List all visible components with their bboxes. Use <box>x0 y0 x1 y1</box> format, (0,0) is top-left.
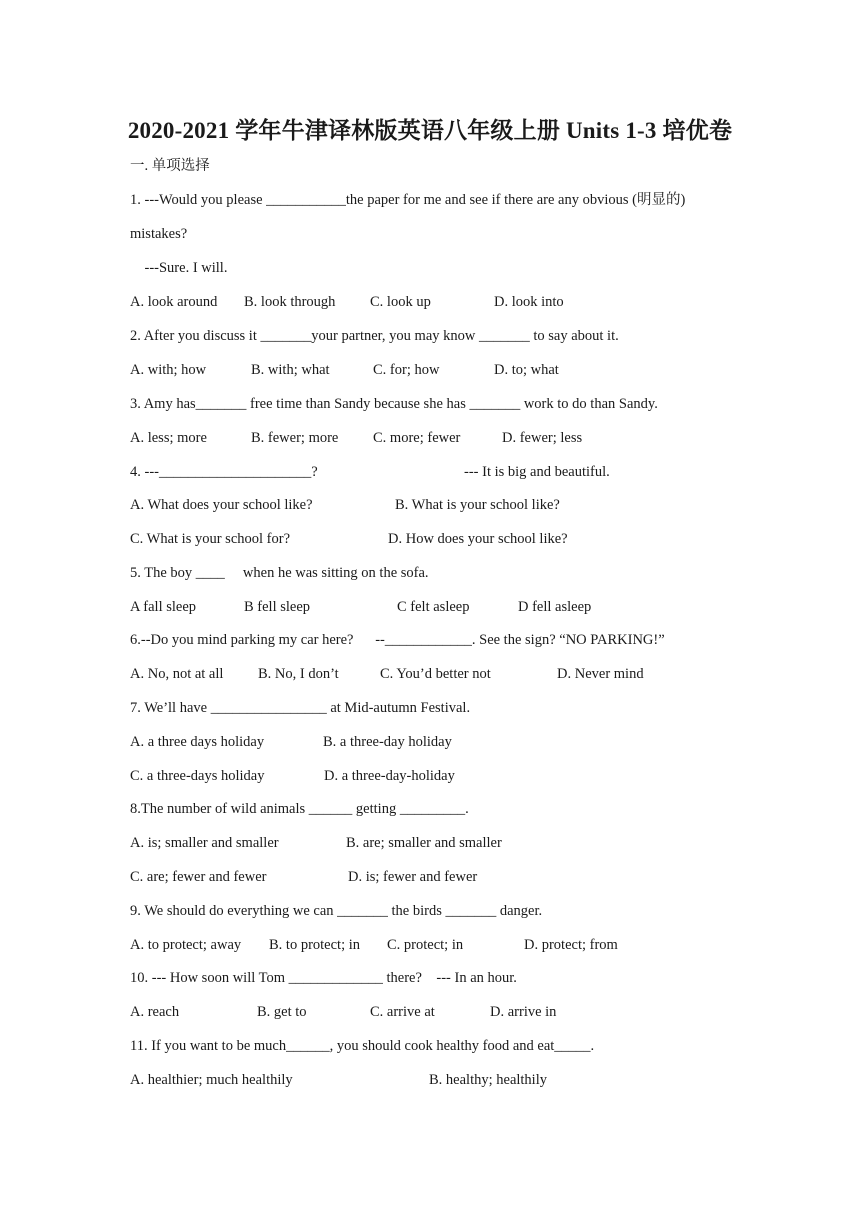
question-5-stem: 5. The boy ____ when he was sitting on the sofa. <box>130 565 429 581</box>
option-d: D. fewer; less <box>502 430 583 446</box>
option-a: A. reach <box>130 1004 180 1020</box>
question-11-options <box>0 1071 860 1143</box>
option-a: A. healthier; much healthily <box>130 1072 293 1088</box>
option-c: C. protect; in <box>387 937 464 953</box>
option-c: C. more; fewer <box>373 430 461 446</box>
option-d: D. look into <box>494 294 564 310</box>
option-a: A. a three days holiday <box>130 734 265 750</box>
option-b: B. a three-day holiday <box>323 734 452 750</box>
option-c: C felt asleep <box>397 599 470 615</box>
question-7-stem: 7. We’ll have ________________ at Mid-autumn Festival. <box>130 700 471 716</box>
question-4-response: --- It is big and beautiful. <box>464 464 610 480</box>
option-c: C. look up <box>370 294 431 310</box>
option-c: C. a three-days holiday <box>130 768 265 784</box>
option-b: B. healthy; healthily <box>429 1072 547 1088</box>
option-b: B. to protect; in <box>269 937 361 953</box>
question-3-stem: 3. Amy has_______ free time than Sandy because she has _______ work to do than Sandy. <box>130 396 658 412</box>
option-b: B. with; what <box>251 362 330 378</box>
option-a: A. to protect; away <box>130 937 242 953</box>
question-4-prompt: 4. ---_____________________? <box>130 464 318 480</box>
question-2-stem: 2. After you discuss it _______your partner, you may know _______ to say about it. <box>130 328 619 344</box>
option-d: D. arrive in <box>490 1004 557 1020</box>
option-c: C. What is your school for? <box>130 531 291 547</box>
option-b: B. look through <box>244 294 336 310</box>
question-1-stem-cont: mistakes? <box>130 226 188 242</box>
question-9-stem: 9. We should do everything we can _______ the birds _______ danger. <box>130 903 543 919</box>
question-8-stem: 8.The number of wild animals ______ getting _________. <box>130 801 469 817</box>
option-d: D. Never mind <box>557 666 644 682</box>
option-d: D. protect; from <box>524 937 618 953</box>
option-b: B. fewer; more <box>251 430 339 446</box>
section-heading: 一. 单项选择 <box>130 158 210 174</box>
option-a: A fall sleep <box>130 599 197 615</box>
option-b: B. What is your school like? <box>395 497 560 513</box>
question-10-stem: 10. --- How soon will Tom _____________ there? --- In an hour. <box>130 970 517 986</box>
option-a: A. is; smaller and smaller <box>130 835 279 851</box>
question-11-stem: 11. If you want to be much______, you should cook healthy food and eat_____. <box>130 1038 595 1054</box>
option-c: C. arrive at <box>370 1004 435 1020</box>
option-a: A. look around <box>130 294 218 310</box>
question-1-answer: ---Sure. I will. <box>130 260 228 276</box>
question-1-stem: 1. ---Would you please ___________the paper for me and see if there are any obvious (明显的) <box>130 192 686 208</box>
option-c: C. are; fewer and fewer <box>130 869 267 885</box>
option-c: C. for; how <box>373 362 440 378</box>
option-a: A. What does your school like? <box>130 497 313 513</box>
option-b: B. are; smaller and smaller <box>346 835 502 851</box>
option-d: D. to; what <box>494 362 559 378</box>
option-a: A. No, not at all <box>130 666 224 682</box>
page-title: 2020-2021 学年牛津译林版英语八年级上册 Units 1-3 培优卷 <box>127 118 733 143</box>
option-a: A. with; how <box>130 362 207 378</box>
option-c: C. You’d better not <box>380 666 491 682</box>
question-4-options-row-2 <box>0 530 860 602</box>
option-b: B fell sleep <box>244 599 311 615</box>
option-d: D. How does your school like? <box>388 531 568 547</box>
option-d: D fell asleep <box>518 599 592 615</box>
question-6-stem: 6.--Do you mind parking my car here? --____________. See the sign? “NO PARKING!” <box>130 632 665 648</box>
option-d: D. is; fewer and fewer <box>348 869 478 885</box>
option-d: D. a three-day-holiday <box>324 768 455 784</box>
option-b: B. get to <box>257 1004 307 1020</box>
option-a: A. less; more <box>130 430 207 446</box>
option-b: B. No, I don’t <box>258 666 339 682</box>
